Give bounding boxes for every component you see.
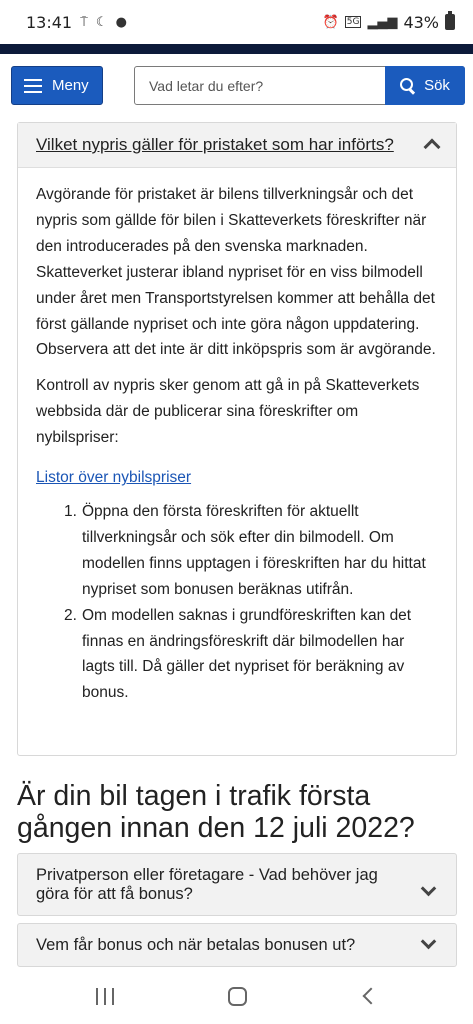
back-icon[interactable] [363, 988, 380, 1005]
search-box [134, 66, 465, 105]
status-bar [0, 0, 473, 44]
antenna-icon: ⍑ [80, 14, 88, 30]
battery-icon [445, 14, 455, 30]
accordion-title: Vem får bonus och när betalas bonusen ut? [36, 936, 356, 954]
list-item [64, 603, 438, 707]
accordion-title: Privatperson eller företagare - Vad behöver jag göra för att få bonus? [36, 866, 378, 903]
clock: 13:41 [26, 12, 73, 32]
search-button-label: Sök [424, 77, 450, 94]
network-label: 5G [346, 17, 360, 27]
list-number: 1. [64, 502, 77, 520]
alarm-icon: ⏰ [322, 14, 339, 30]
accordion-new-price [17, 122, 457, 756]
moon-icon: ☾ [95, 14, 108, 30]
menu-label: Meny [52, 77, 89, 94]
paragraph: Avgörande för pristaket är bilens tillverkningsår och det nypris som gällde för bilen i Skatteverkets föreskrifter när den introducerades på den svenska marknaden. Skatteverket justerar ibland nypriset för en viss bilmodell under året men Transportstyrelsen kommer att behålla det först gällande nypriset och inte göra någon uppdatering. Observera att det inte är ditt inköpspris som är avgörande. [36, 186, 436, 359]
circle-icon: ● [115, 14, 127, 30]
accordion-body [18, 168, 456, 706]
search-icon [400, 78, 416, 94]
chevron-up-icon [424, 139, 441, 156]
system-nav-bar [0, 972, 473, 1024]
menu-button[interactable] [11, 66, 103, 105]
site-header [0, 54, 473, 118]
list-item-text: Om modellen saknas i grundföreskriften kan det finnas en ändringsföreskrift där bilmodellen har lagts till. Då gäller det nypriset för beräkning av bonus. [82, 606, 412, 702]
signal-icon: ▂▄▆ [367, 14, 398, 30]
new-car-price-list-link[interactable]: Listor över nybilspriser [36, 469, 192, 487]
list-number: 2. [64, 606, 77, 624]
chevron-down-icon [421, 881, 437, 897]
paragraph: Kontroll av nypris sker genom att gå in på Skatteverkets webbsida där de publicerar sina föreskrifter om nybilspriser: [36, 377, 420, 447]
chevron-down-icon [421, 934, 437, 950]
accordion-title: Vilket nypris gäller för pristaket som har införts? [36, 135, 394, 154]
search-input[interactable] [135, 67, 386, 104]
steps-list [36, 499, 438, 706]
accordion-who-gets-bonus[interactable] [17, 923, 457, 967]
accordion-private-or-company[interactable] [17, 853, 457, 916]
list-item [64, 499, 438, 603]
section-heading: Är din bil tagen i trafik första gången innan den 12 juli 2022? [17, 780, 415, 844]
home-icon[interactable] [228, 987, 247, 1006]
battery-percent: 43% [403, 12, 439, 32]
accordion-header[interactable] [18, 123, 456, 168]
hamburger-icon [24, 79, 42, 93]
top-band [0, 44, 473, 54]
list-item-text: Öppna den första föreskriften för aktuellt tillverkningsår och sök efter din bilmodell. Om modellen finns upptagen i föreskriften har du hittat nypriset som bonusen beräknas utifrån. [82, 502, 426, 598]
recents-icon[interactable] [96, 988, 114, 1005]
search-button[interactable] [385, 66, 465, 105]
